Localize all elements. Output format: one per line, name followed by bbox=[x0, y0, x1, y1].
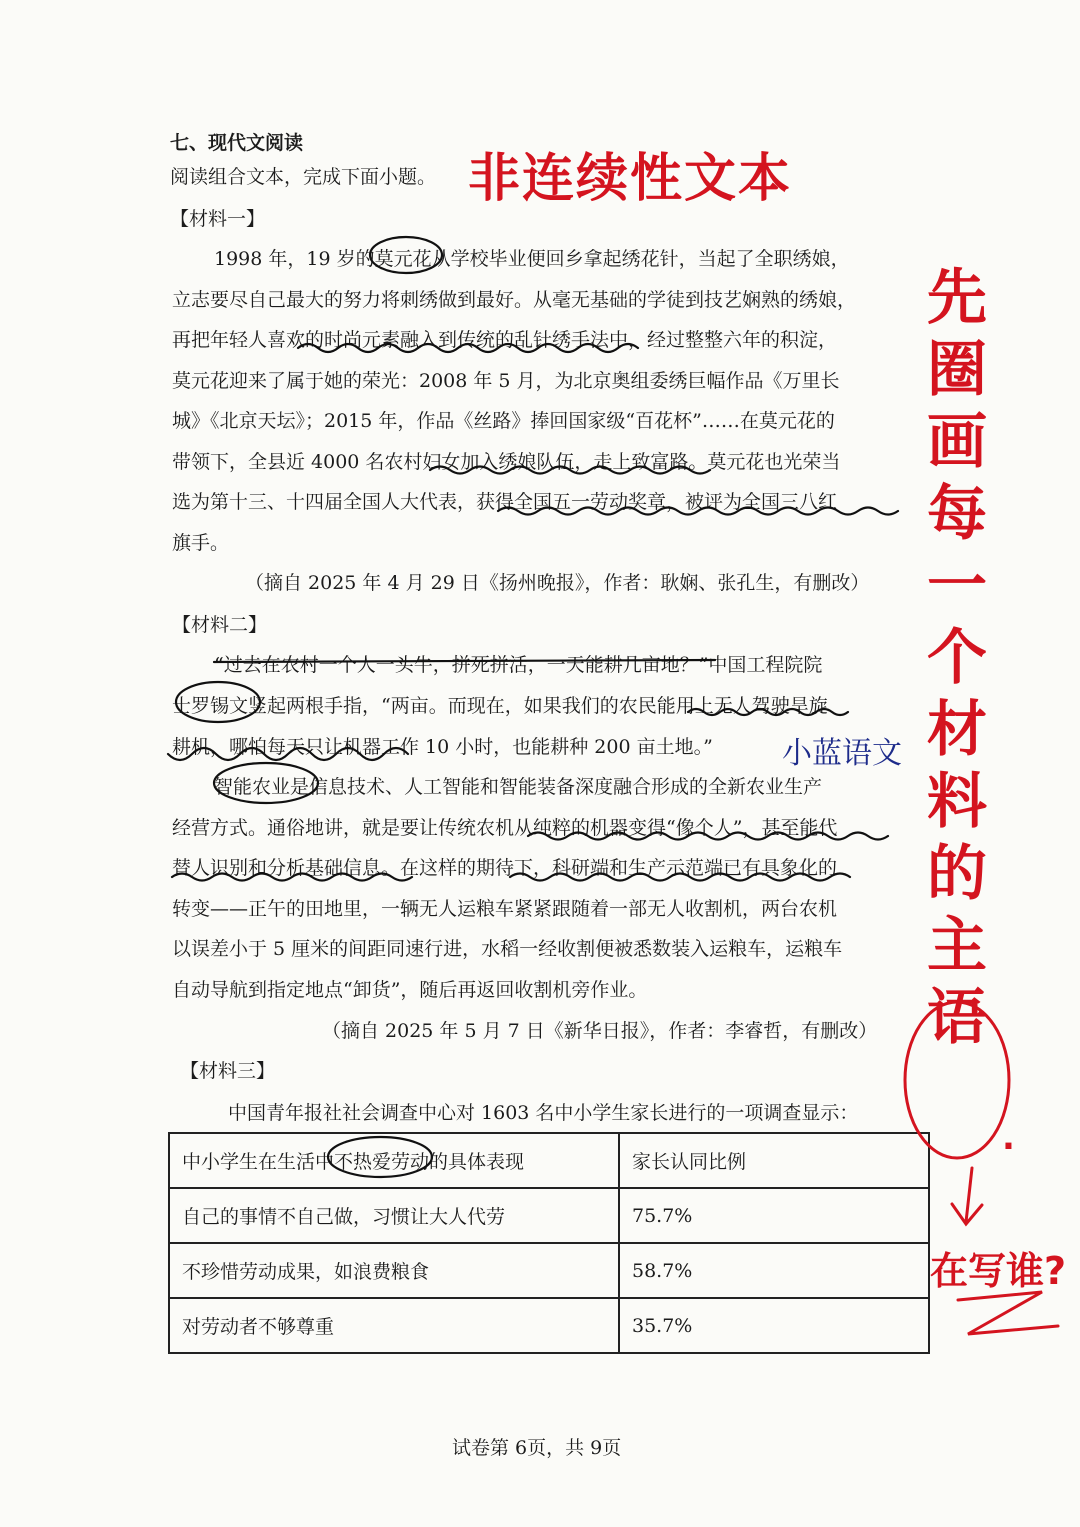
side-note-char: 圈 bbox=[927, 335, 987, 405]
side-note-char: 画 bbox=[927, 407, 987, 477]
table-cell: 75.7% bbox=[619, 1188, 929, 1243]
material1-line: 再把年轻人喜欢的时尚元素融入到传统的乱针绣手法中，经过整整六年的积淀， bbox=[172, 329, 838, 351]
table-row bbox=[169, 1188, 929, 1243]
section-heading: 七、现代文阅读 bbox=[170, 132, 304, 154]
material2-source: （摘自 2025 年 5 月 7 日《新华日报》，作者：李睿哲，有删改） bbox=[322, 1020, 878, 1042]
side-note-char: 材 bbox=[927, 695, 987, 765]
red-underline-mark bbox=[958, 1292, 1058, 1334]
material1-line: 选为第十三、十四届全国人大代表，获得全国五一劳动奖章，被评为全国三八红 bbox=[172, 491, 838, 513]
material2-line: 智能农业是信息技术、人工智能和智能装备深度融合形成的全新农业生产 bbox=[214, 776, 823, 798]
table-header-cell: 家长认同比例 bbox=[619, 1133, 929, 1188]
page-footer: 试卷第 6页，共 9页 bbox=[452, 1437, 622, 1459]
material3-label: 【材料三】 bbox=[180, 1060, 276, 1082]
side-note-char: 个 bbox=[927, 623, 987, 693]
table-cell: 58.7% bbox=[619, 1243, 929, 1298]
handwritten-blue-note: 小蓝语文 bbox=[782, 736, 902, 771]
material1-line: 城》《北京天坛》；2015 年，作品《丝路》捧回国家级“百花杯”……在莫元花的 bbox=[172, 410, 835, 432]
table-row bbox=[169, 1298, 929, 1353]
material2-line: 转变——正午的田地里，一辆无人运粮车紧紧跟随着一部无人收割机，两台农机 bbox=[172, 898, 838, 920]
red-arrow-mark bbox=[952, 1168, 982, 1224]
table-row bbox=[169, 1243, 929, 1298]
handwritten-side-note bbox=[918, 262, 996, 1054]
side-note-char: 料 bbox=[927, 767, 987, 837]
table-cell: 不珍惜劳动成果，如浪费粮食 bbox=[169, 1243, 619, 1298]
material2-line: 耕机，哪怕每天只让机器工作 10 小时，也能耕种 200 亩土地。” bbox=[172, 736, 713, 758]
material2-line: 自动导航到指定地点“卸货”，随后再返回收割机旁作业。 bbox=[172, 979, 648, 1001]
side-note-char: 一 bbox=[927, 551, 987, 621]
side-note-char: 先 bbox=[927, 263, 987, 333]
handwritten-bottom-note: 在写谁? bbox=[930, 1249, 1067, 1293]
handwritten-title-note: 非连续性文本 bbox=[468, 149, 793, 209]
material2-line: 以误差小于 5 厘米的间距同速行进，水稻一经收割便被悉数装入运粮车，运粮车 bbox=[172, 938, 843, 960]
material2-line: “过去在农村一个人一头牛，拼死拼活，一天能耕几亩地？”中国工程院院 bbox=[214, 654, 823, 676]
table-cell: 对劳动者不够尊重 bbox=[169, 1298, 619, 1353]
material2-line: 士罗锡文竖起两根手指，“两亩。而现在，如果我们的农民能用上无人驾驶旱旋 bbox=[172, 695, 828, 717]
table-header-cell: 中小学生在生活中不热爱劳动的具体表现 bbox=[169, 1133, 619, 1188]
survey-table bbox=[168, 1132, 930, 1354]
instruction: 阅读组合文本，完成下面小题。 bbox=[170, 166, 437, 188]
material2-line: 替人识别和分析基础信息。在这样的期待下，科研端和生产示范端已有具象化的 bbox=[172, 857, 838, 879]
material2-line: 经营方式。通俗地讲，就是要让传统农机从纯粹的机器变得“像个人”，甚至能代 bbox=[172, 817, 838, 839]
material1-label: 【材料一】 bbox=[170, 208, 266, 230]
material1-line: 莫元花迎来了属于她的荣光：2008 年 5 月，为北京奥组委绣巨幅作品《万里长 bbox=[172, 370, 840, 392]
material3-intro: 中国青年报社社会调查中心对 1603 名中小学生家长进行的一项调查显示： bbox=[228, 1102, 859, 1124]
side-note-dot: . bbox=[1002, 1118, 1015, 1158]
side-note-char: 语 bbox=[927, 983, 987, 1053]
table-header-row bbox=[169, 1133, 929, 1188]
material1-line: 立志要尽自己最大的努力将刺绣做到最好。从毫无基础的学徒到技艺娴熟的绣娘， bbox=[172, 289, 857, 311]
material2-label: 【材料二】 bbox=[172, 614, 268, 636]
side-note-char: 主 bbox=[927, 911, 987, 981]
material1-line: 1998 年，19 岁的莫元花从学校毕业便回乡拿起绣花针，当起了全职绣娘， bbox=[214, 248, 850, 270]
table-cell: 自己的事情不自己做，习惯让大人代劳 bbox=[169, 1188, 619, 1243]
material1-source: （摘自 2025 年 4 月 29 日《扬州晚报》，作者：耿娴、张孔生，有删改） bbox=[245, 572, 870, 594]
table-cell: 35.7% bbox=[619, 1298, 929, 1353]
material1-line: 带领下，全县近 4000 名农村妇女加入绣娘队伍，走上致富路。莫元花也光荣当 bbox=[172, 451, 841, 473]
side-note-char: 每 bbox=[927, 479, 987, 549]
side-note-char: 的 bbox=[927, 839, 987, 909]
material1-line: 旗手。 bbox=[172, 532, 230, 554]
